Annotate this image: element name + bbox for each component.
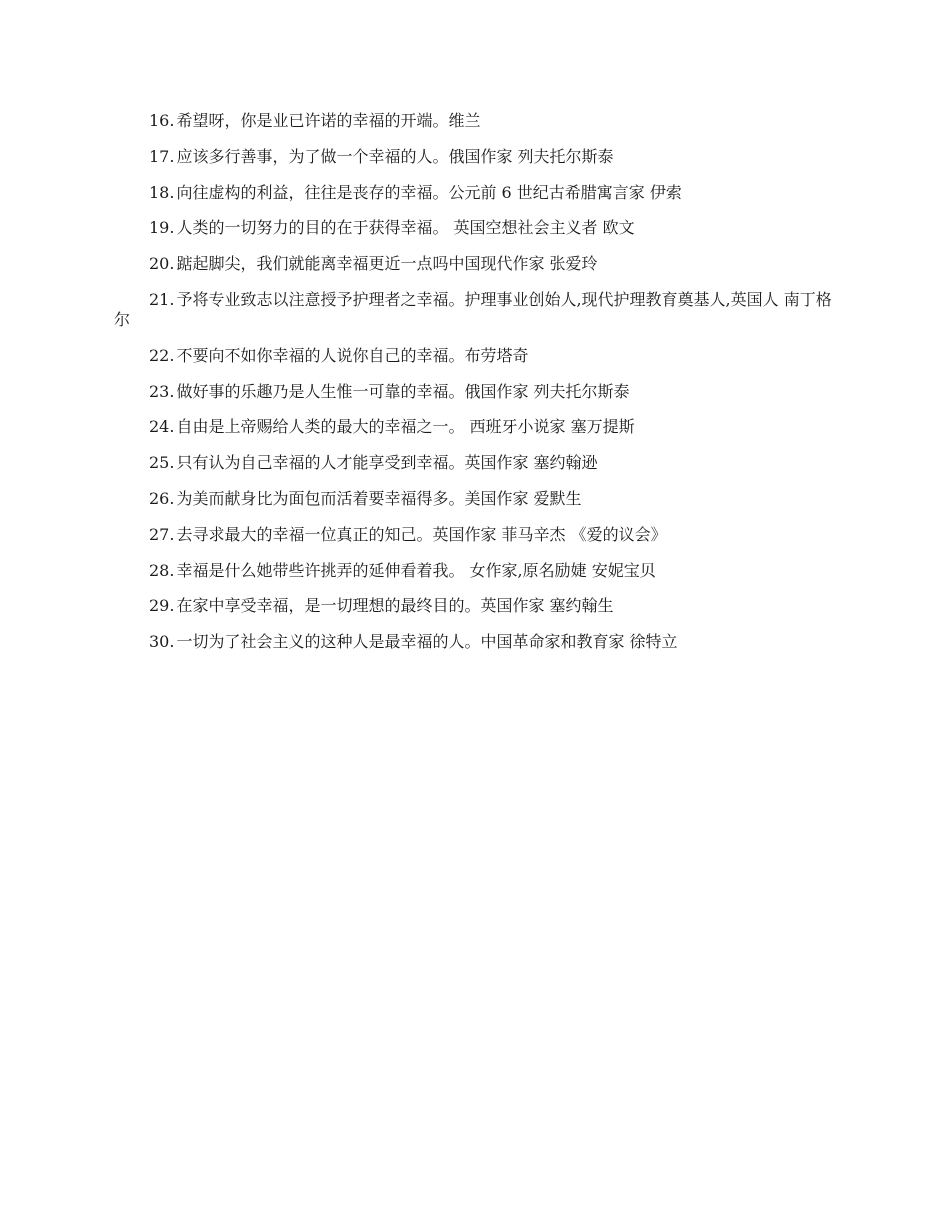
quote-number: 25. [149, 453, 175, 473]
quote-item [114, 596, 844, 616]
quote-text: 踮起脚尖，我们就能离幸福更近一点吗中国现代作家 张爱玲 [176, 254, 598, 274]
quote-text: 一切为了社会主义的这种人是最幸福的人。中国革命家和教育家 徐特立 [176, 632, 678, 652]
quote-text: 幸福是什么她带些许挑弄的延伸看着我。 女作家,原名励婕 安妮宝贝 [176, 560, 656, 580]
quote-text: 不要向不如你幸福的人说你自己的幸福。布劳塔奇 [176, 345, 529, 365]
quote-number: 29. [149, 596, 175, 616]
quote-number: 18. [149, 182, 175, 202]
quote-number: 16. [149, 111, 175, 130]
quote-item [114, 561, 844, 581]
quote-number: 23. [149, 381, 175, 401]
quote-item [114, 382, 844, 402]
quote-text: 在家中享受幸福，是一切理想的最终目的。英国作家 塞约翰生 [176, 596, 614, 616]
quote-number: 17. [149, 146, 175, 166]
quote-item [114, 254, 844, 274]
quote-number: 24. [149, 417, 175, 437]
quote-item [114, 111, 844, 131]
quote-text: 希望呀，你是业已许诺的幸福的开端。维兰 [176, 111, 481, 130]
quote-text: 为美而献身比为面包而活着要幸福得多。美国作家 爱默生 [176, 488, 582, 508]
quote-item [114, 346, 844, 366]
quote-item [114, 417, 844, 437]
quote-item [114, 290, 844, 330]
quote-number: 22. [149, 345, 175, 365]
quote-list [114, 111, 844, 668]
quote-number: 20. [149, 254, 175, 274]
quote-text: 只有认为自己幸福的人才能享受到幸福。英国作家 塞约翰逊 [176, 453, 598, 473]
quote-text: 做好事的乐趣乃是人生惟一可靠的幸福。俄国作家 列夫托尔斯泰 [176, 381, 630, 401]
quote-number: 30. [149, 632, 175, 652]
quote-number: 28. [149, 560, 175, 580]
quote-item [114, 147, 844, 167]
quote-number: 19. [149, 218, 175, 238]
quote-text: 予将专业致志以注意授予护理者之幸福。护理事业创始人,现代护理教育奠基人,英国人 南丁格尔 [114, 289, 832, 329]
quote-text: 自由是上帝赐给人类的最大的幸福之一。 西班牙小说家 塞万提斯 [176, 417, 635, 437]
quote-text: 人类的一切努力的目的在于获得幸福。 英国空想社会主义者 欧文 [176, 218, 635, 238]
quote-item [114, 489, 844, 509]
quote-number: 26. [149, 488, 175, 508]
quote-text: 应该多行善事，为了做一个幸福的人。俄国作家 列夫托尔斯泰 [176, 146, 614, 166]
quote-item [114, 525, 844, 545]
quote-text: 向往虚构的利益，往往是丧存的幸福。公元前 6 世纪古希腊寓言家 伊索 [176, 182, 682, 202]
quote-item [114, 218, 844, 238]
quote-text: 去寻求最大的幸福一位真正的知己。英国作家 菲马辛杰 《爱的议会》 [176, 524, 667, 544]
quote-item [114, 183, 844, 203]
quote-number: 21. [149, 289, 175, 309]
quote-item [114, 453, 844, 473]
quote-item [114, 632, 844, 652]
quote-number: 27. [149, 524, 175, 544]
